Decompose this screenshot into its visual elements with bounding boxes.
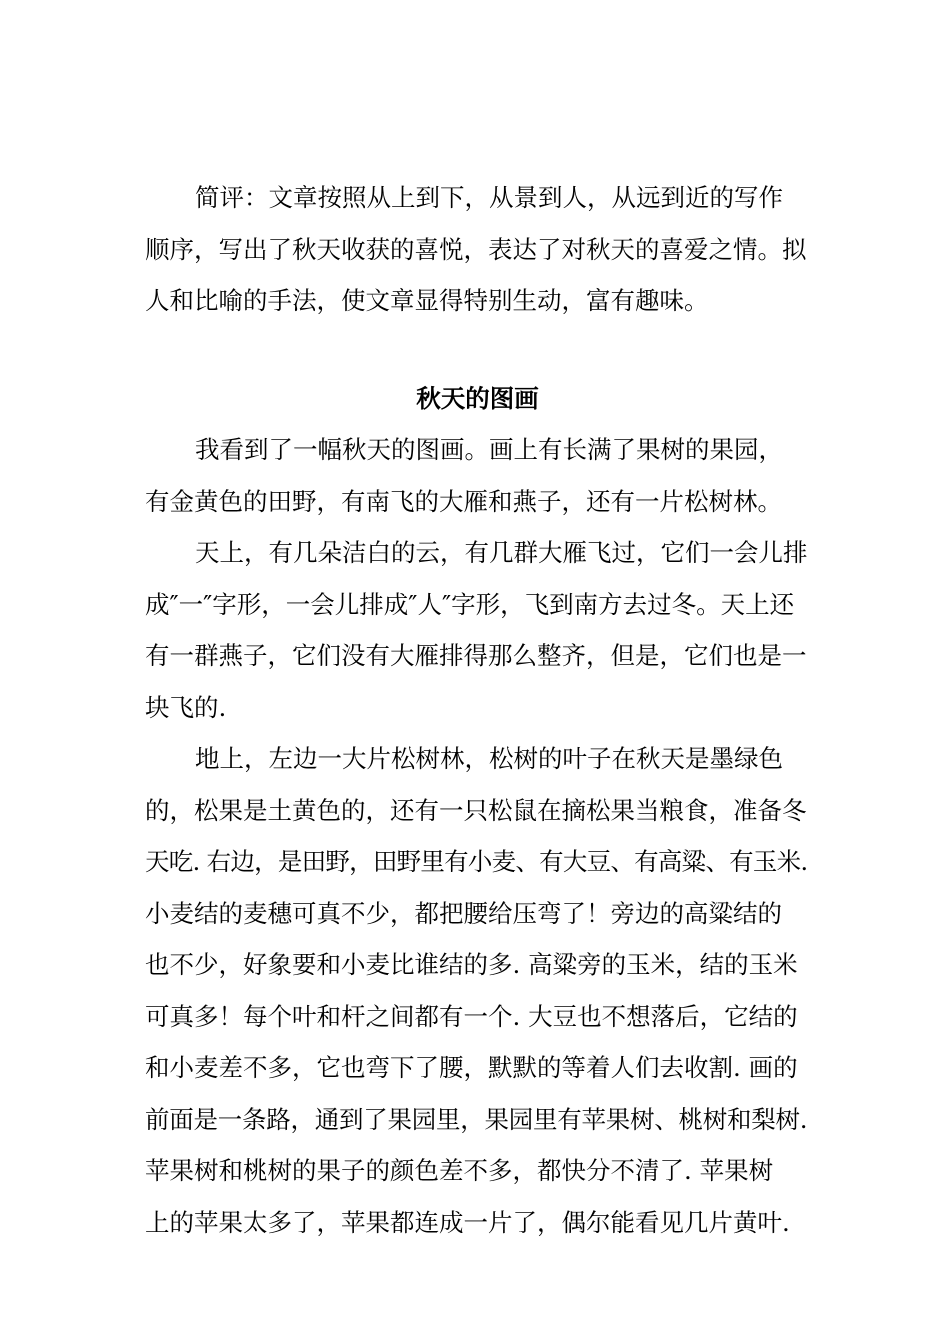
essay-line: 也不少，好象要和小麦比谁结的多. 高粱旁的玉米，结的玉米 [145, 950, 798, 979]
essay-line: 小麦结的麦穗可真不少，都把腰给压弯了！旁边的高粱结的 [145, 898, 782, 928]
comment-line: 简评：文章按照从上到下，从景到人，从远到近的写作 [195, 183, 783, 212]
essay-line: 和小麦差不多，它也弯下了腰，默默的等着人们去收割. 画的 [145, 1053, 798, 1082]
essay-line: 有金黄色的田野，有南飞的大雁和燕子，还有一片松树林。 [145, 486, 782, 516]
essay-line: 上的苹果太多了，苹果都连成一片了，偶尔能看见几片黄叶. [145, 1207, 790, 1237]
essay-line: 有一群燕子，它们没有大雁排得那么整齐，但是，它们也是一 [145, 641, 807, 670]
essay-line: 的，松果是土黄色的，还有一只松鼠在摘松果当粮食，准备冬 [145, 795, 807, 825]
essay-body [145, 424, 810, 1248]
essay-line: 天吃. 右边，是田野，田野里有小麦、有大豆、有高粱、有玉米. [145, 847, 808, 876]
comment-line: 人和比喻的手法，使文章显得特别生动，富有趣味。 [145, 286, 709, 315]
essay-line: 可真多！每个叶和杆之间都有一个. 大豆也不想落后，它结的 [145, 1001, 798, 1031]
essay-title: 秋天的图画 [416, 384, 539, 413]
essay-line: 我看到了一幅秋天的图画。画上有长满了果树的果园， [195, 435, 783, 464]
essay-line: 天上，有几朵洁白的云，有几群大雁飞过，它们一会儿排 [195, 538, 808, 567]
essay-line: 块飞的. [145, 692, 227, 722]
comment-line: 顺序，写出了秋天收获的喜悦，表达了对秋天的喜爱之情。拟 [145, 234, 807, 264]
comment-paragraph [145, 172, 810, 327]
essay-line: 苹果树和桃树的果子的颜色差不多，都快分不清了. 苹果树 [145, 1156, 774, 1185]
essay-line: 前面是一条路，通到了果园里，果园里有苹果树、桃树和梨树. [145, 1104, 808, 1134]
essay-line: 地上，左边一大片松树林，松树的叶子在秋天是墨绿色 [195, 744, 783, 773]
essay-line: 成″一″字形，一会儿排成″人″字形，飞到南方去过冬。天上还 [145, 589, 795, 619]
